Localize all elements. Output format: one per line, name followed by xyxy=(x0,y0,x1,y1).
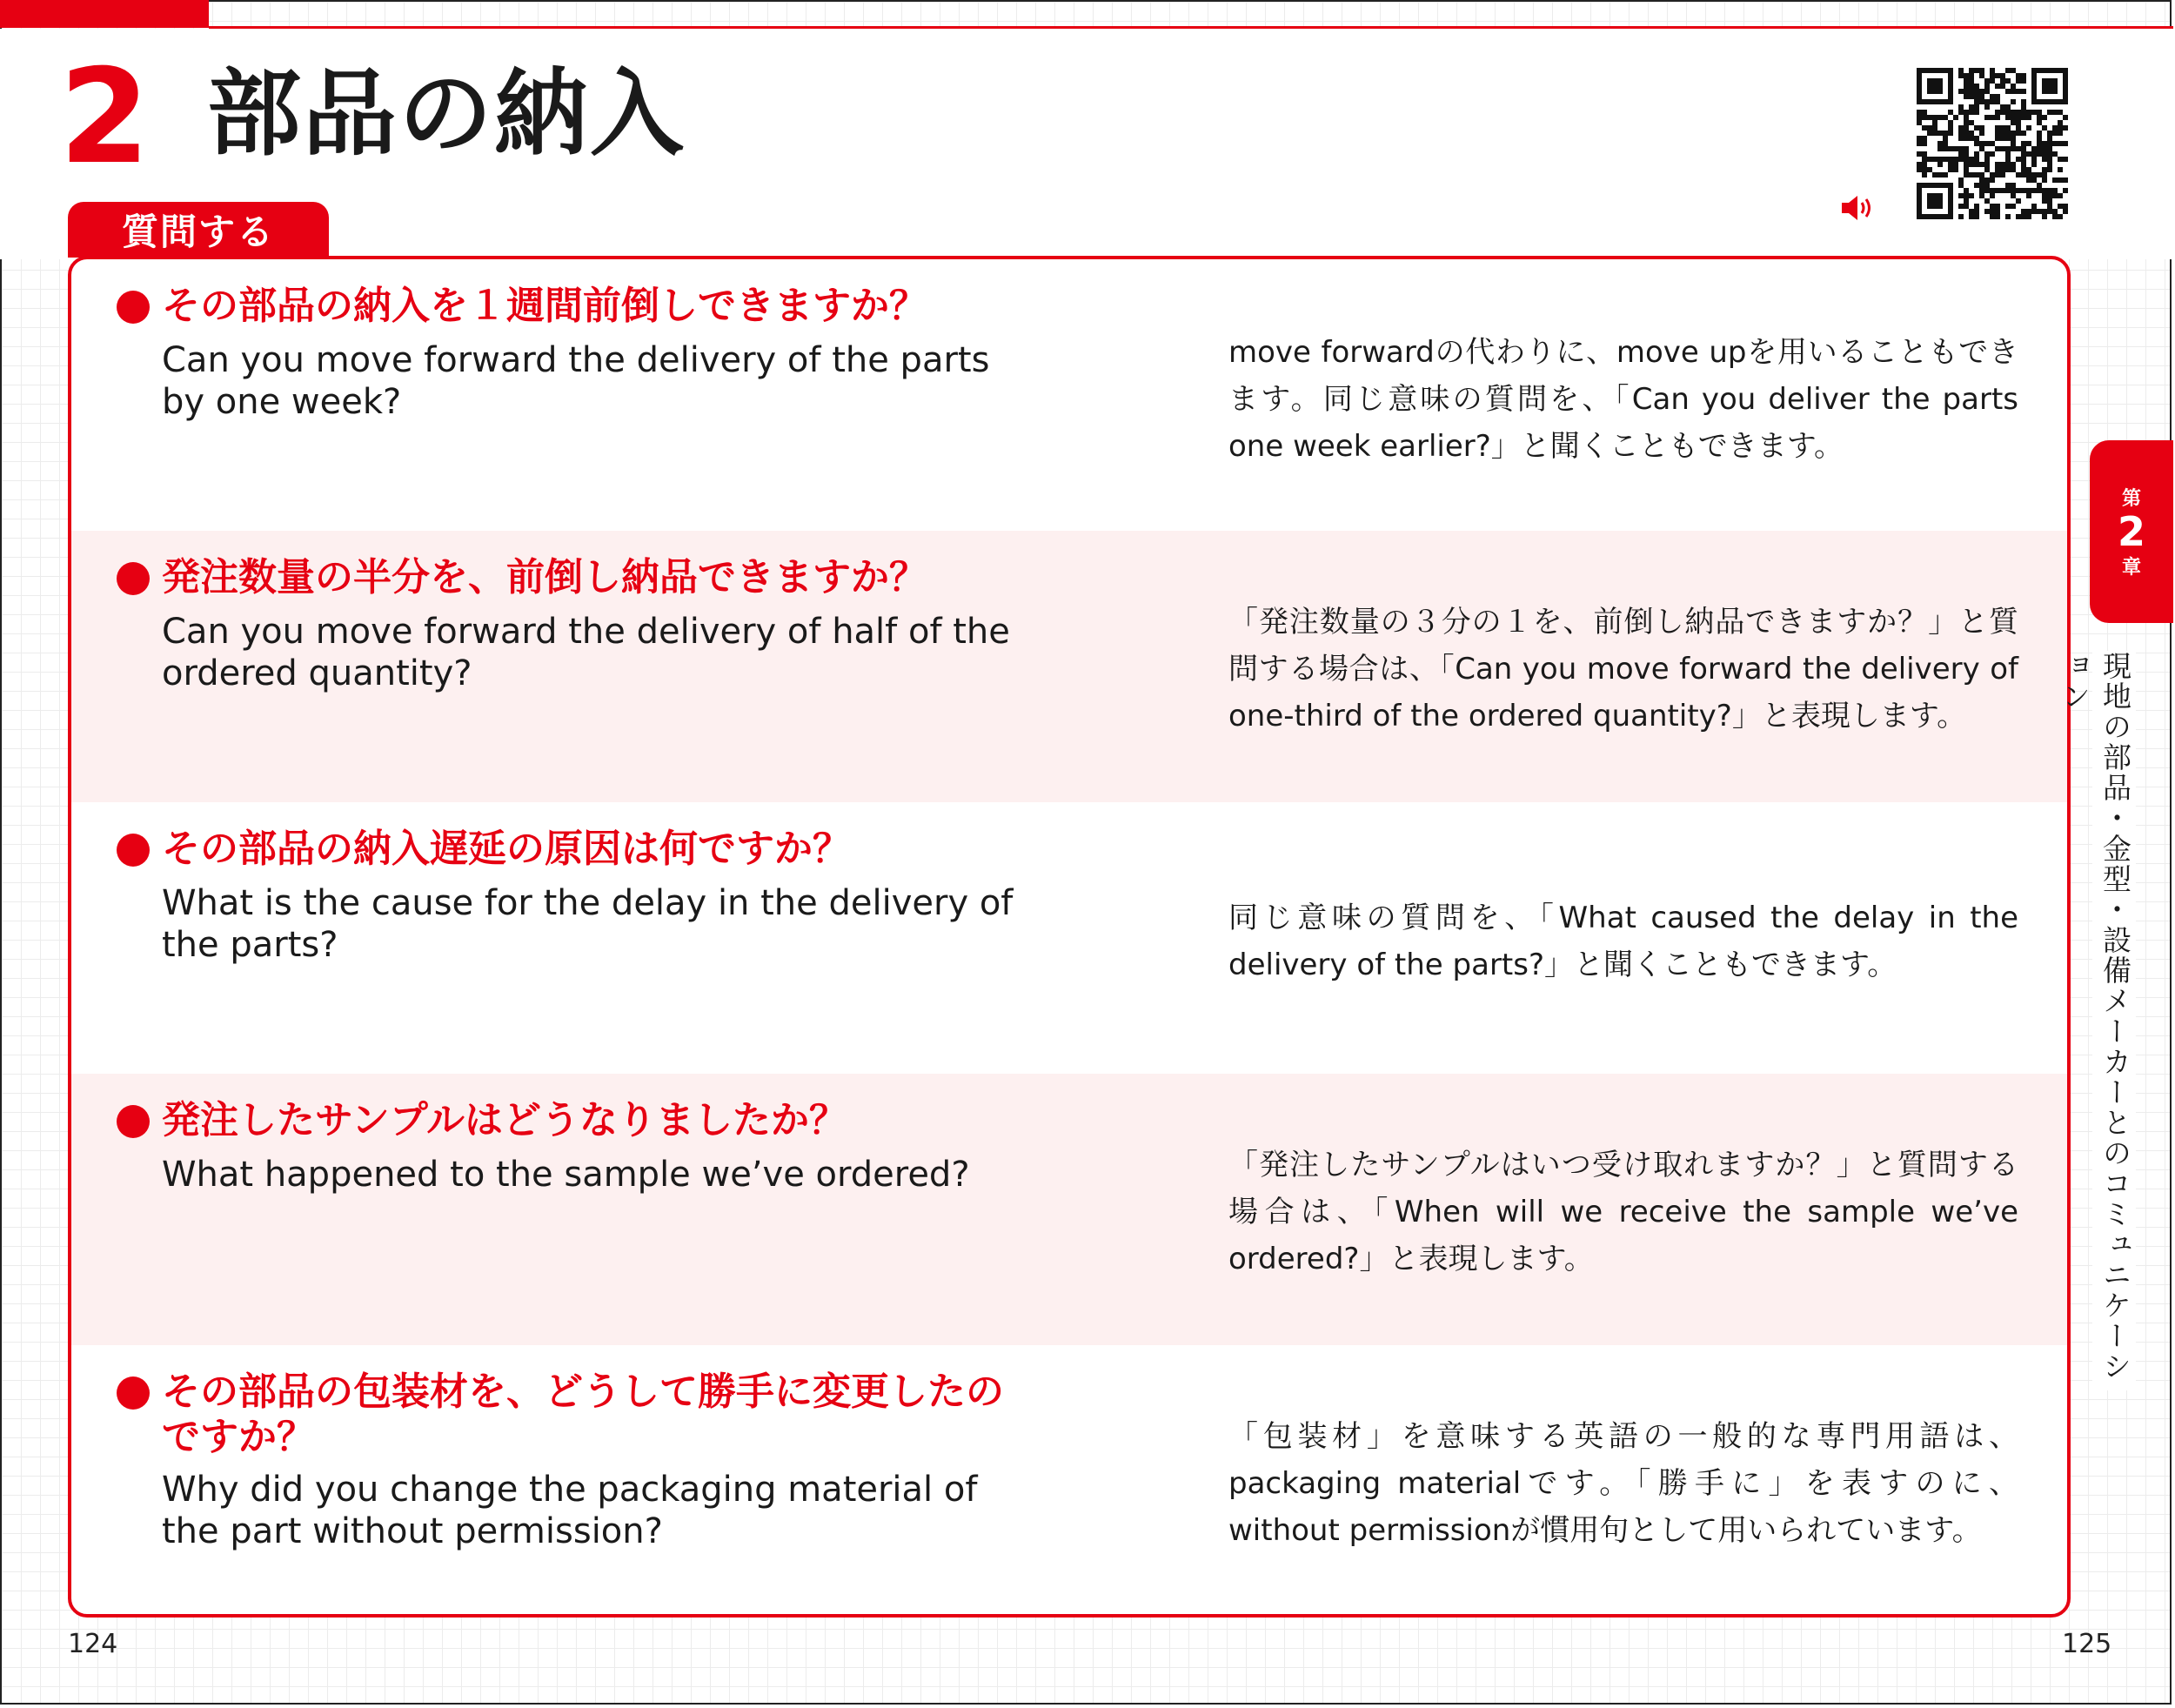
speaker-icon[interactable] xyxy=(1840,193,1875,223)
top-rule xyxy=(209,26,2173,29)
phrase-english: Why did you change the packaging material of the part without permission? xyxy=(162,1470,978,1551)
top-accent-bar xyxy=(0,0,209,28)
chapter-prefix: 第 xyxy=(2121,487,2141,510)
chapter-tab xyxy=(2090,440,2173,623)
phrase-entry xyxy=(71,802,2067,1074)
phrase-english: What happened to the sample we’ve ordered? xyxy=(162,1155,970,1195)
chapter-title: 現地の部品・金型・設備メーカーとのコミュニケーション xyxy=(2092,651,2136,1390)
phrase-entry xyxy=(71,1074,2067,1345)
phrase-japanese: 発注したサンプルはどうなりましたか？ xyxy=(162,1098,848,1142)
phrase-list xyxy=(68,256,2071,1618)
bullet-icon xyxy=(117,1105,150,1138)
phrase-note: 「包装材」を意味する英語の一般的な専門用語は、packaging materialです。「勝手に」を表すのに、without permissionが慣用句として用いられています。 xyxy=(1228,1419,2018,1548)
phrase-english: Can you move forward the delivery of the parts by one week? xyxy=(162,340,990,422)
chapter-suffix: 章 xyxy=(2121,557,2141,579)
phrase-japanese: その部品の包装材を、どうして勝手に変更したのですか？ xyxy=(162,1370,1004,1459)
phrase-japanese: その部品の納入遅延の原因は何ですか？ xyxy=(162,827,851,871)
phrase-english: What is the cause for the delay in the delivery of the parts? xyxy=(162,883,1014,965)
section-tab-label: 質問する xyxy=(68,202,329,258)
page-number-right: 125 xyxy=(2062,1629,2112,1659)
qr-code-icon[interactable] xyxy=(1917,68,2068,219)
page-number-left: 124 xyxy=(68,1629,118,1659)
bullet-icon xyxy=(117,562,150,595)
phrase-note: 「発注したサンプルはいつ受け取れますか？」と質問する場合は、「When will we receive the sample we’ve ordered?」と表現します。 xyxy=(1228,1148,2018,1276)
phrase-entry xyxy=(71,1345,2067,1618)
bullet-icon xyxy=(117,1376,150,1410)
phrase-note: move forwardの代わりに、move upを用いることもできます。同じ意味の質問を、「Can you deliver the parts one week earlier?」と聞くこともできます。 xyxy=(1228,335,2018,464)
phrase-note: 「発注数量の３分の１を、前倒し納品できますか？」と質問する場合は、「Can you move forward the delivery of one-third of the ordered quantity?」と表現します。 xyxy=(1228,605,2018,733)
bullet-icon xyxy=(117,834,150,867)
phrase-note: 同じ意味の質問を、「What caused the delay in the delivery of the parts?」と聞くこともできます。 xyxy=(1228,901,2018,982)
bullet-icon xyxy=(117,291,150,324)
section-number: 2 xyxy=(59,42,151,193)
phrase-japanese: 発注数量の半分を、前倒し納品できますか？ xyxy=(162,555,927,599)
chapter-number: 2 xyxy=(2117,507,2145,555)
section-title: 部品の納入 xyxy=(207,60,686,169)
phrase-english: Can you move forward the delivery of half of the ordered quantity? xyxy=(162,612,1010,693)
phrase-japanese: その部品の納入を１週間前倒しできますか？ xyxy=(162,284,927,328)
phrase-entry xyxy=(71,259,2067,531)
phrase-entry xyxy=(71,531,2067,802)
